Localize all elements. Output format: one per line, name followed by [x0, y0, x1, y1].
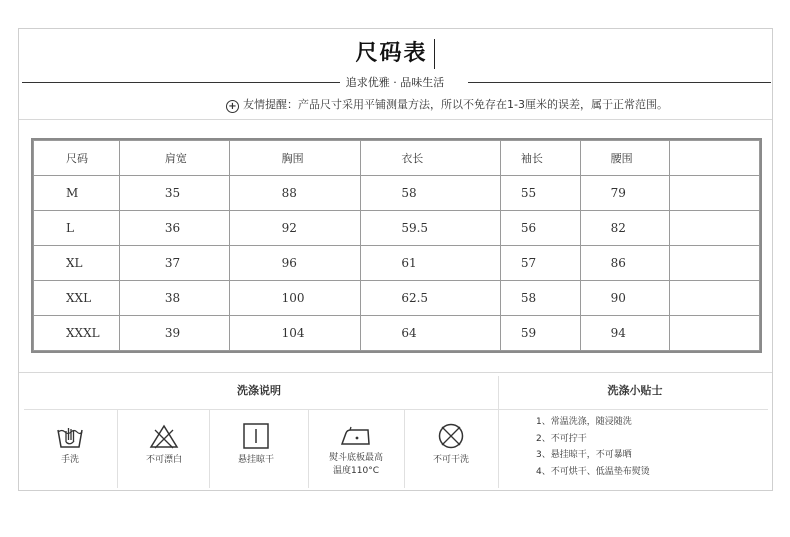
- table-cell: 55: [500, 176, 580, 211]
- care-item-iron: [310, 410, 402, 488]
- care-item-no-dry-clean: [405, 410, 497, 488]
- care-item-hand-wash: [24, 410, 116, 488]
- measurement-tip: + 友情提醒：产品尺寸采用平铺测量方法，所以不免存在1-3厘米的误差，属于正常范围。: [226, 96, 668, 113]
- table-cell: 96: [229, 246, 361, 281]
- table-cell: [670, 316, 760, 351]
- table-cell: 38: [119, 281, 229, 316]
- care-tips-list: [536, 414, 650, 480]
- care-label: 悬挂晾干: [237, 455, 274, 465]
- table-cell: [670, 176, 760, 211]
- table-header-row: [34, 141, 760, 176]
- table-cell: 58: [361, 176, 501, 211]
- table-cell: 100: [229, 281, 361, 316]
- care-label-line1: 熨斗底板最高: [328, 453, 383, 463]
- table-cell: 61: [361, 246, 501, 281]
- column-header: 腰围: [580, 141, 670, 176]
- table-cell: 92: [229, 211, 361, 246]
- table-cell: XL: [34, 246, 120, 281]
- table-cell: 39: [119, 316, 229, 351]
- column-header: [670, 141, 760, 176]
- column-header: 胸围: [229, 141, 361, 176]
- table-cell: 62.5: [361, 281, 501, 316]
- table-cell: 79: [580, 176, 670, 211]
- table-cell: [670, 211, 760, 246]
- plus-circle-icon: +: [226, 100, 239, 113]
- care-label: 不可干洗: [432, 455, 469, 465]
- table-cell: [670, 246, 760, 281]
- column-header: 袖长: [500, 141, 580, 176]
- table-cell: 56: [500, 211, 580, 246]
- subtitle: 追求优雅 · 品味生活: [0, 74, 790, 90]
- table-cell: 94: [580, 316, 670, 351]
- table-cell: L: [34, 211, 120, 246]
- page-title: 尺码表: [0, 36, 790, 69]
- hang-dry-icon: [241, 422, 271, 450]
- table-cell: 82: [580, 211, 670, 246]
- table-row: [34, 211, 760, 246]
- table-cell: XXXL: [34, 316, 120, 351]
- list-item: 3、悬挂晾干，不可暴晒: [536, 450, 632, 460]
- table-cell: 64: [361, 316, 501, 351]
- care-label: 手洗: [60, 455, 79, 465]
- table-row: [34, 316, 760, 351]
- table-cell: 86: [580, 246, 670, 281]
- table-cell: 58: [500, 281, 580, 316]
- table-cell: 37: [119, 246, 229, 281]
- column-header: 尺码: [34, 141, 120, 176]
- no-dry-clean-icon: [436, 422, 466, 450]
- table-cell: 90: [580, 281, 670, 316]
- care-section-top-border: [19, 372, 772, 373]
- table-cell: M: [34, 176, 120, 211]
- list-item: 1、常温洗涤，随浸随洗: [536, 417, 632, 427]
- list-item: 2、不可拧干: [536, 433, 587, 444]
- hand-wash-icon: [55, 422, 85, 450]
- no-bleach-icon: [149, 422, 179, 450]
- table-cell: 59: [500, 316, 580, 351]
- care-item-no-bleach: [118, 410, 210, 488]
- table-cell: 36: [119, 211, 229, 246]
- iron-icon: [338, 424, 374, 448]
- table-row: [34, 176, 760, 211]
- care-cell-divider: [308, 410, 309, 488]
- section-divider: [19, 119, 772, 120]
- table-cell: 59.5: [361, 211, 501, 246]
- table-row: [34, 281, 760, 316]
- table-cell: 57: [500, 246, 580, 281]
- table-cell: 104: [229, 316, 361, 351]
- tips-title: 洗涤小贴士: [607, 384, 663, 397]
- table-cell: [670, 281, 760, 316]
- care-label-line2: 温度110°C: [333, 466, 379, 476]
- care-label: 不可漂白: [145, 455, 182, 465]
- list-item: 4、不可烘干、低温垫布熨烫: [536, 466, 650, 477]
- care-item-hang-dry: [210, 410, 302, 488]
- table-cell: XXL: [34, 281, 120, 316]
- table-cell: 35: [119, 176, 229, 211]
- table-cell: 88: [229, 176, 361, 211]
- text-cursor: [434, 39, 435, 69]
- table-row: [34, 246, 760, 281]
- care-title: 洗涤说明: [237, 384, 281, 397]
- size-table: [33, 140, 760, 351]
- column-header: 肩宽: [119, 141, 229, 176]
- care-tips-divider: [498, 376, 499, 488]
- column-header: 衣长: [361, 141, 501, 176]
